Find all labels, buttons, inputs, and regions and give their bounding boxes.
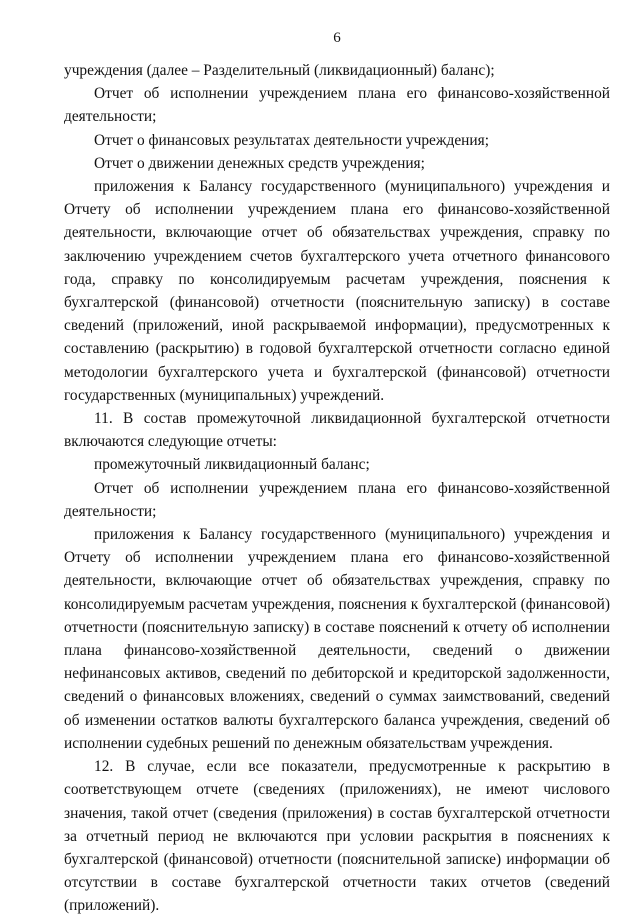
paragraph: приложения к Балансу государственного (муниципального) учреждения и Отчету об исполнении учреждением плана его финансово-хозяйственной деятельности, включающие отчет об обязательствах учреждения, справку по консолидируемым расчетам учреждения, пояснения к бухгалтерской (финансовой) отчетности (пояснительную записку) в составе пояснений к отчету об исполнении плана финансово-хозяйственной деятельности, сведений о движении нефинансовых активов, сведений по дебиторской и кредиторской задолженности, сведений о финансовых вложениях, сведений о суммах заимствований, сведений об изменении остатков валюты бухгалтерского баланса учреждения, сведений об исполнении судебных решений по денежным обязательствам учреждения. — [64, 526, 610, 752]
paragraph: Отчет об исполнении учреждением плана его финансово-хозяйственной деятельности; — [64, 85, 610, 126]
page-number: 6 — [333, 30, 341, 46]
paragraph-item-11: 11. В состав промежуточной ликвидационной бухгалтерской отчетности включаются следующие отчеты: — [64, 410, 610, 451]
paragraph: Отчет о движении денежных средств учреждения; — [94, 154, 425, 172]
paragraph-item-12: 12. В случае, если все показатели, предусмотренные к раскрытию в соответствующем отчете (сведениях (приложениях), не имеют числового значения, такой отчет (сведения (приложения) в состав бухгалтерской отчетности за отчетный период не включаются при условии раскрытия в пояснениях к бухгалтерской (финансовой) отчетности (пояснительной записке) информации об отсутствии в составе бухгалтерской отчетности таких отчетов (сведений (приложений). — [64, 758, 610, 915]
paragraph: учреждения (далее – Разделительный (ликвидационный) баланс); — [64, 62, 495, 79]
paragraph: Отчет о финансовых результатах деятельности учреждения; — [94, 131, 489, 149]
paragraph: приложения к Балансу государственного (муниципального) учреждения и Отчету об исполнении учреждением плана его финансово-хозяйственной деятельности, включающие отчет об обязательствах учреждения, справку по заключению учреждением счетов бухгалтерского учета отчетного финансового года, справку по консолидируемым расчетам учреждения, пояснения к бухгалтерской (финансовой) отчетности (пояснительную записку) в составе сведений (приложений, иной раскрываемой информации), предусмотренных к составлению (раскрытию) в годовой бухгалтерской отчетности согласно единой методологии бухгалтерского учета и бухгалтерской (финансовой) отчетности государственных (муниципальных) учреждений. — [64, 178, 610, 404]
paragraph: Отчет об исполнении учреждением плана его финансово-хозяйственной деятельности; — [64, 479, 610, 520]
document-body — [64, 59, 610, 918]
paragraph: промежуточный ликвидационный баланс; — [94, 456, 370, 474]
